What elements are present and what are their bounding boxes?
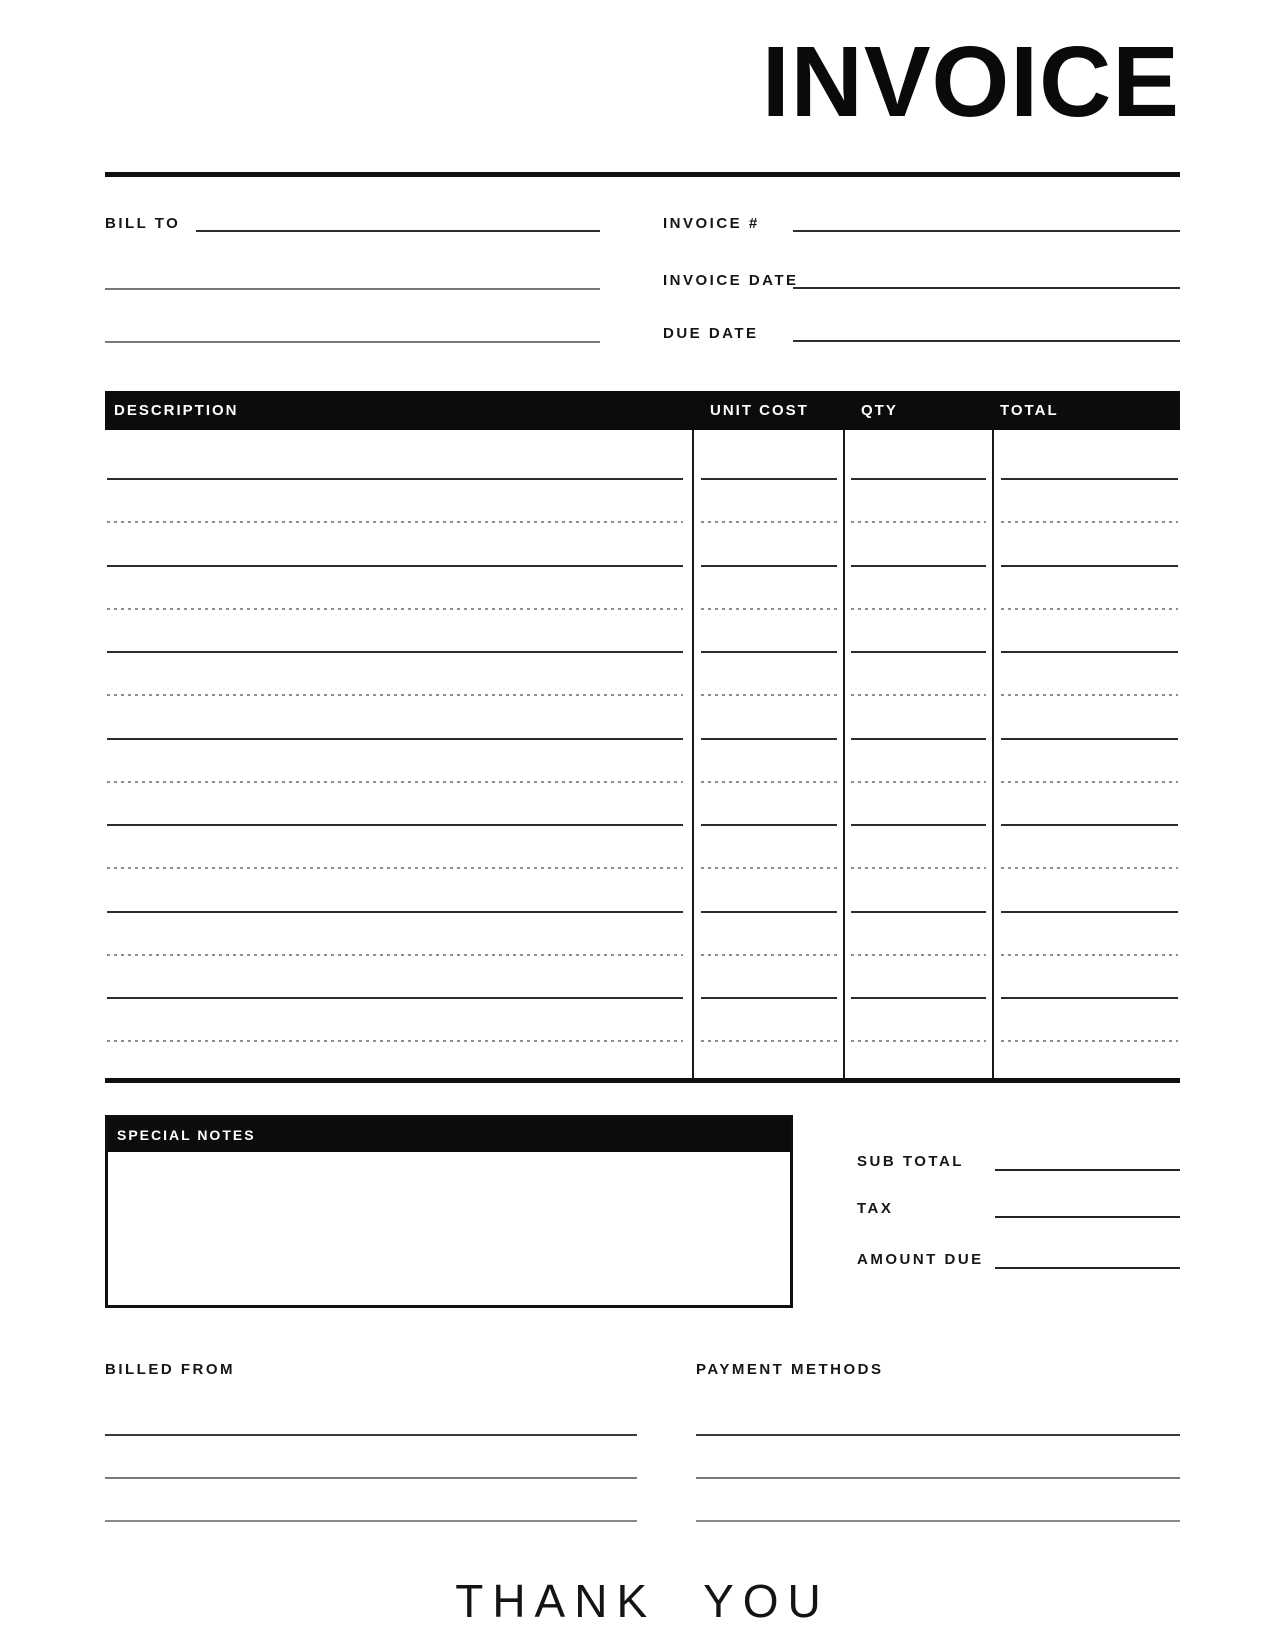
special-notes-header-bar — [108, 1118, 790, 1152]
column-header-total: TOTAL — [1000, 402, 1059, 419]
special-notes-area[interactable] — [108, 1152, 790, 1305]
invoice-number-row — [663, 211, 1180, 232]
subtotal-label: SUB TOTAL — [857, 1153, 964, 1170]
table-cell-line-r8-c0[interactable] — [107, 824, 683, 826]
tax-label: TAX — [857, 1200, 894, 1217]
payment-methods-input-line-2[interactable] — [696, 1477, 1180, 1479]
table-bottom-rule — [105, 1078, 1180, 1083]
thank-you-text: THANK YOU — [455, 1575, 830, 1627]
header-divider-rule — [105, 172, 1180, 177]
bill-to-input-line-3[interactable] — [105, 341, 600, 343]
table-cell-line-r6-c1[interactable] — [701, 738, 837, 740]
column-header-qty: QTY — [861, 402, 898, 419]
table-cell-line-r4-c1[interactable] — [701, 651, 837, 653]
table-cell-line-r13-c1[interactable] — [701, 1040, 837, 1042]
table-cell-line-r2-c1[interactable] — [701, 565, 837, 567]
table-cell-line-r2-c2[interactable] — [851, 565, 986, 567]
due-date-row — [663, 321, 1180, 342]
table-cell-line-r3-c2[interactable] — [851, 608, 986, 610]
amount-due-input-line[interactable] — [995, 1267, 1180, 1269]
table-header-bar — [105, 391, 1180, 430]
table-cell-line-r4-c3[interactable] — [1001, 651, 1178, 653]
table-cell-line-r12-c2[interactable] — [851, 997, 986, 999]
table-cell-line-r13-c3[interactable] — [1001, 1040, 1178, 1042]
bill-to-label: BILL TO — [105, 215, 181, 232]
table-cell-line-r13-c2[interactable] — [851, 1040, 986, 1042]
table-cell-line-r1-c3[interactable] — [1001, 521, 1178, 523]
table-cell-line-r3-c0[interactable] — [107, 608, 683, 610]
payment-methods-label: PAYMENT METHODS — [696, 1361, 884, 1378]
payment-methods-input-line-1[interactable] — [696, 1434, 1180, 1436]
table-cell-line-r11-c0[interactable] — [107, 954, 683, 956]
table-cell-line-r11-c3[interactable] — [1001, 954, 1178, 956]
table-cell-line-r10-c1[interactable] — [701, 911, 837, 913]
billed-from-label: BILLED FROM — [105, 1361, 235, 1378]
column-divider-1 — [692, 430, 694, 1078]
column-divider-2 — [843, 430, 845, 1078]
table-cell-line-r5-c1[interactable] — [701, 694, 837, 696]
invoice-date-label: INVOICE DATE — [663, 272, 799, 289]
table-cell-line-r2-c0[interactable] — [107, 565, 683, 567]
column-divider-3 — [992, 430, 994, 1078]
table-cell-line-r12-c1[interactable] — [701, 997, 837, 999]
table-cell-line-r10-c3[interactable] — [1001, 911, 1178, 913]
table-cell-line-r0-c3[interactable] — [1001, 478, 1178, 480]
table-cell-line-r3-c1[interactable] — [701, 608, 837, 610]
invoice-number-input-line[interactable] — [793, 230, 1180, 232]
table-cell-line-r3-c3[interactable] — [1001, 608, 1178, 610]
table-cell-line-r4-c2[interactable] — [851, 651, 986, 653]
table-cell-line-r8-c3[interactable] — [1001, 824, 1178, 826]
table-cell-line-r12-c0[interactable] — [107, 997, 683, 999]
table-cell-line-r6-c0[interactable] — [107, 738, 683, 740]
invoice-date-row — [663, 268, 1180, 289]
due-date-label: DUE DATE — [663, 325, 759, 342]
table-cell-line-r11-c2[interactable] — [851, 954, 986, 956]
table-cell-line-r0-c2[interactable] — [851, 478, 986, 480]
invoice-number-label: INVOICE # — [663, 215, 760, 232]
table-cell-line-r9-c0[interactable] — [107, 867, 683, 869]
billed-from-input-line-3[interactable] — [105, 1520, 637, 1522]
bill-to-row — [105, 211, 600, 232]
table-cell-line-r12-c3[interactable] — [1001, 997, 1178, 999]
table-cell-line-r7-c1[interactable] — [701, 781, 837, 783]
table-cell-line-r9-c1[interactable] — [701, 867, 837, 869]
table-cell-line-r5-c2[interactable] — [851, 694, 986, 696]
table-cell-line-r1-c2[interactable] — [851, 521, 986, 523]
billed-from-input-line-1[interactable] — [105, 1434, 637, 1436]
amount-due-label: AMOUNT DUE — [857, 1251, 984, 1268]
due-date-input-line[interactable] — [793, 340, 1180, 342]
table-cell-line-r7-c3[interactable] — [1001, 781, 1178, 783]
table-cell-line-r7-c0[interactable] — [107, 781, 683, 783]
special-notes-box — [105, 1115, 793, 1308]
table-cell-line-r5-c0[interactable] — [107, 694, 683, 696]
table-cell-line-r8-c1[interactable] — [701, 824, 837, 826]
table-cell-line-r5-c3[interactable] — [1001, 694, 1178, 696]
table-cell-line-r6-c3[interactable] — [1001, 738, 1178, 740]
invoice-date-input-line[interactable] — [793, 287, 1180, 289]
tax-row — [857, 1196, 1180, 1218]
amount-due-row — [857, 1247, 1180, 1269]
table-cell-line-r11-c1[interactable] — [701, 954, 837, 956]
table-cell-line-r9-c3[interactable] — [1001, 867, 1178, 869]
bill-to-input-line-2[interactable] — [105, 288, 600, 290]
table-cell-line-r0-c1[interactable] — [701, 478, 837, 480]
table-cell-line-r6-c2[interactable] — [851, 738, 986, 740]
table-cell-line-r4-c0[interactable] — [107, 651, 683, 653]
billed-from-input-line-2[interactable] — [105, 1477, 637, 1479]
table-cell-line-r2-c3[interactable] — [1001, 565, 1178, 567]
special-notes-label: SPECIAL NOTES — [117, 1127, 256, 1143]
table-cell-line-r8-c2[interactable] — [851, 824, 986, 826]
table-cell-line-r9-c2[interactable] — [851, 867, 986, 869]
table-cell-line-r1-c0[interactable] — [107, 521, 683, 523]
table-cell-line-r7-c2[interactable] — [851, 781, 986, 783]
bill-to-input-line[interactable] — [196, 230, 600, 232]
payment-methods-input-line-3[interactable] — [696, 1520, 1180, 1522]
table-cell-line-r1-c1[interactable] — [701, 521, 837, 523]
subtotal-row — [857, 1149, 1180, 1171]
column-header-description: DESCRIPTION — [114, 402, 239, 419]
table-cell-line-r10-c0[interactable] — [107, 911, 683, 913]
subtotal-input-line[interactable] — [995, 1169, 1180, 1171]
table-cell-line-r0-c0[interactable] — [107, 478, 683, 480]
table-cell-line-r13-c0[interactable] — [107, 1040, 683, 1042]
page-title: INVOICE — [761, 26, 1180, 138]
tax-input-line[interactable] — [995, 1216, 1180, 1218]
table-cell-line-r10-c2[interactable] — [851, 911, 986, 913]
column-header-unit-cost: UNIT COST — [710, 402, 809, 419]
